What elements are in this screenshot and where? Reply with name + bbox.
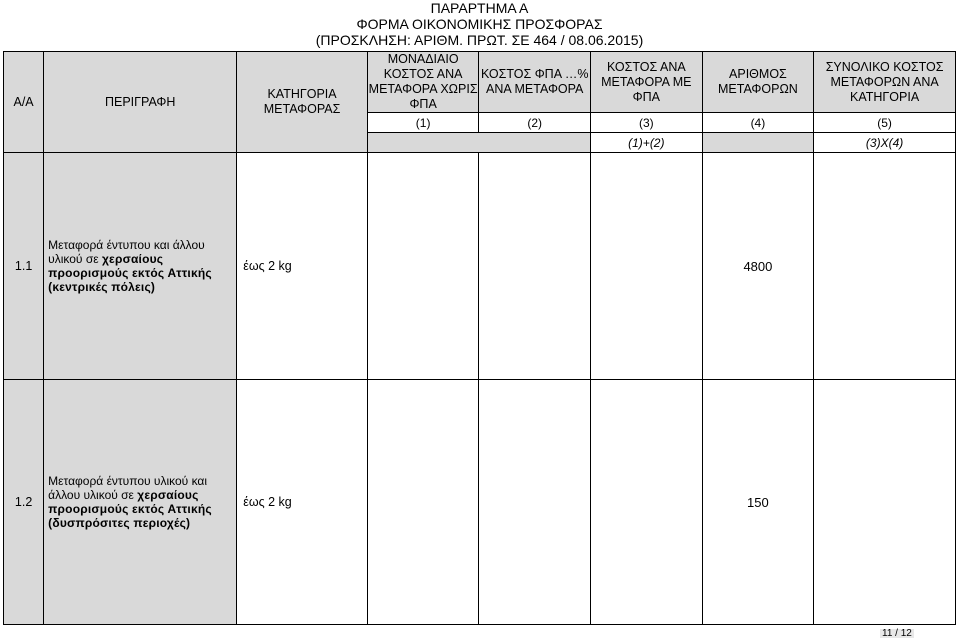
row-description-bold: χερσαίους προορισμούς εκτός Αττικής (κεντρικές πόλεις): [48, 252, 212, 294]
formula-col5: (3)Χ(4): [814, 133, 956, 153]
header-num-transports: ΑΡΙΘΜΟΣ ΜΕΤΑΦΟΡΩΝ: [702, 52, 814, 113]
column-number-5: (5): [814, 113, 956, 133]
header-category: ΚΑΤΗΓΟΡΙΑ ΜΕΤΑΦΟΡΑΣ: [237, 52, 368, 153]
formula-col4-blank: [702, 133, 814, 153]
header-total-cost: ΣΥΝΟΛΙΚΟ ΚΟΣΤΟΣ ΜΕΤΑΦΟΡΩΝ ΑΝΑ ΚΑΤΗΓΟΡΙΑ: [814, 52, 956, 113]
column-number-1: (1): [367, 113, 479, 133]
document-title: [0, 0, 959, 48]
header-unit-cost: ΜΟΝΑΔΙΑΙΟ ΚΟΣΤΟΣ ΑΝΑ ΜΕΤΑΦΟΡΑ ΧΩΡΙΣ ΦΠΑ: [368, 52, 478, 111]
header-cost-with-vat: ΚΟΣΤΟΣ ΑΝΑ ΜΕΤΑΦΟΡΑ ΜΕ ΦΠΑ: [591, 52, 703, 113]
table-row: [4, 380, 956, 625]
row-category: έως 2 kg: [237, 153, 368, 380]
row-unit-cost-cell[interactable]: [367, 380, 479, 625]
row-aa: 1.2: [4, 380, 44, 625]
row-description: [44, 153, 237, 380]
row-aa: 1.1: [4, 153, 44, 380]
row-description-bold: χερσαίους προορισμούς εκτός Αττικής (δυσπρόσιτες περιοχές): [48, 488, 212, 530]
row-description: [44, 380, 237, 625]
row-description-plain: Μεταφορά έντυπου και άλλου υλικού σε: [48, 238, 205, 266]
title-form: ΦΟΡΜΑ ΟΙΚΟΝΟΜΙΚΗΣ ΠΡΟΣΦΟΡΑΣ: [356, 16, 603, 32]
row-quantity: 150: [702, 380, 814, 625]
row-cost-with-vat-cell[interactable]: [591, 153, 703, 380]
title-invitation: (ΠΡΟΣΚΛΗΣΗ: ΑΡΙΘΜ. ΠΡΩΤ. ΣΕ 464 / 08.06.2015): [315, 32, 644, 48]
header-aa: Α/Α: [4, 52, 44, 153]
row-vat-cost-cell[interactable]: [479, 380, 591, 625]
offer-table: [3, 51, 956, 625]
row-vat-cost-cell[interactable]: [479, 153, 591, 380]
formula-col3: (1)+(2): [591, 133, 703, 153]
column-number-3: (3): [591, 113, 703, 133]
formula-blank: [367, 133, 590, 153]
row-total-cost-cell[interactable]: [814, 380, 956, 625]
column-number-2: (2): [479, 113, 591, 133]
page-number: 11 / 12: [882, 628, 912, 639]
table-row: [4, 153, 956, 380]
row-category: έως 2 kg: [237, 380, 368, 625]
row-description-plain: Μεταφορά έντυπου υλικού και άλλου υλικού σε: [48, 474, 208, 502]
header-vat-cost: ΚΟΣΤΟΣ ΦΠΑ …% ΑΝΑ ΜΕΤΑΦΟΡΑ: [479, 52, 591, 113]
row-unit-cost-cell[interactable]: [367, 153, 479, 380]
row-quantity: 4800: [702, 153, 814, 380]
header-description: ΠΕΡΙΓΡΑΦΗ: [44, 52, 237, 153]
row-total-cost-cell[interactable]: [814, 153, 956, 380]
title-annex: ΠΑΡΑΡΤΗΜΑ Α: [430, 0, 529, 16]
row-cost-with-vat-cell[interactable]: [591, 380, 703, 625]
column-number-4: (4): [702, 113, 814, 133]
